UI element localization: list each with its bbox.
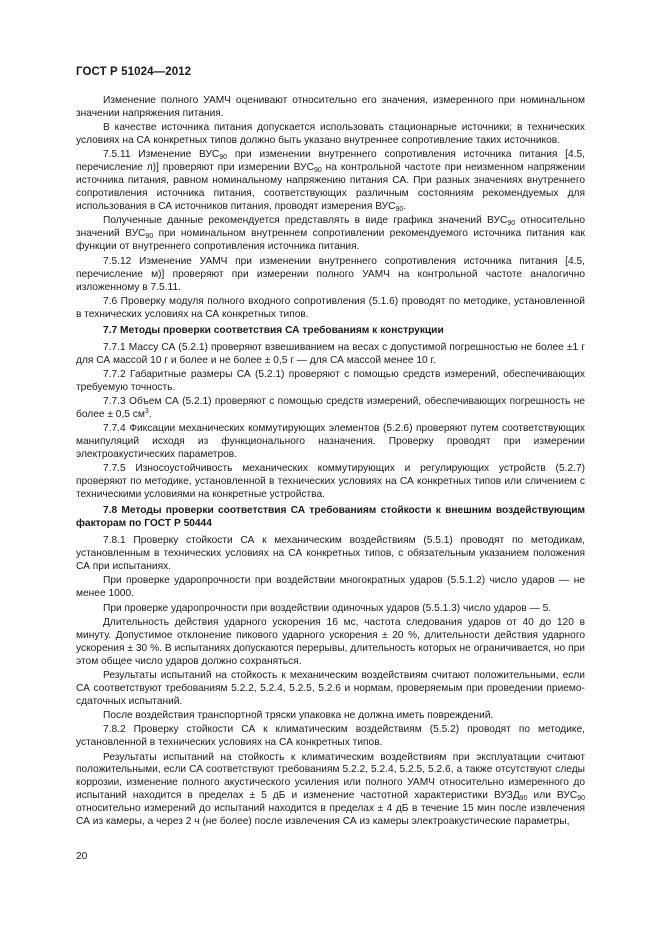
clause-7-7-4: 7.7.4 Фиксации механических коммутирующих элементов (5.2.6) проверяют путем соответствующих манипуляций исходя из функционального назначения. Проверку проводят при измерении электроакустических параметров. xyxy=(76,423,585,461)
clause-7-6: 7.6 Проверку модуля полного входного сопротивления (5.1.6) проводят по методике, установленной в технических условиях на СА конкретных типов. xyxy=(76,295,585,320)
standard-header: ГОСТ Р 51024—2012 xyxy=(76,66,192,78)
clause-7-7-3: 7.7.3 Объем СА (5.2.1) проверяют с помощью средств измерений, обеспечивающих погрешность не более ± 0,5 $см^3$. xyxy=(76,396,585,420)
paragraph: В качестве источника питания допускается использовать стационарные источники; в технических условиях на СА конкретных типов должно быть указано внутреннее сопротивление таких источников. xyxy=(76,122,585,147)
page-number: 20 xyxy=(76,851,88,862)
paragraph: Полученные данные рекомендуется представлять в виде графика значений $ВУС_{90}$ относительно значений $ВУС_{90}$ при номинальном внутреннем сопротивлении рекомендуемого источника питания как функции от внутреннего сопротивления источника питания. xyxy=(76,215,586,253)
paragraph: Результаты испытаний на стойкость к механическим воздействиям считают положительными, если СА соответствуют требованиям 5.2.2, 5.2.4, 5.2.5, 5.2.6 и нормам, проверяемым при проведении приемо-сдаточных испытаний. xyxy=(76,669,585,707)
document-body xyxy=(76,95,585,831)
section-heading-7-8: 7.8 Методы проверки соответствия СА требованиям стойкости к внешним воздействующим факторам по ГОСТ Р 50444 xyxy=(76,505,585,530)
clause-7-8-2: 7.8.2 Проверку стойкости СА к климатическим воздействиям (5.5.2) проводят по методике, установленной в технических условиях на СА конкретных типов. xyxy=(76,724,585,749)
paragraph: При проверке ударопрочности при воздействии многократных ударов (5.5.1.2) число ударов — не менее 1000. xyxy=(76,575,585,600)
clause-7-8-1: 7.8.1 Проверку стойкости СА к механическим воздействиям (5.5.1) проводят по методикам, установленным в технических условиях на СА конкретных типов, с обязательным указанием положения СА при испытаниях. xyxy=(76,535,585,573)
paragraph: Результаты испытаний на стойкость к климатическим воздействиям при эксплуатации считают положительными, если СА соответствуют требованиям 5.2.2, 5.2.4, 5.2.5, 5.2.6, а также отсутствуют следы коррозии, изменение полного акустического усиления или полного УАМЧ относительно измеренного до испытаний находится в пределах ± 5 дБ и изменение частотной характеристики $ВУЗД_{90}$ или $ВУС_{90}$ относительно измерений до испытаний находится в пределах ± 4 дБ в течение 15 мин после извлечения СА из камеры, а через 2 ч (не более) после извлечения СА из камеры электроакустические параметры, xyxy=(76,751,585,828)
clause-7-7-5: 7.7.5 Износоустойчивость механических коммутирующих и регулирующих устройств (5.2.7) проверяют по методике, установленной в технических условиях на СА конкретных типов или сличением с техническими условиями на конкретные устройства. xyxy=(76,463,585,501)
paragraph: После воздействия транспортной тряски упаковка не должна иметь повреждений. xyxy=(103,710,494,722)
clause-7-7-1: 7.7.1 Массу СА (5.2.1) проверяют взвешиванием на весах с допустимой погрешностью не более ±1 г для СА массой 10 г и более и не более ± 0,5 г — для СА массой менее 10 г. xyxy=(76,341,585,366)
section-heading-7-7: 7.7 Методы проверки соответствия СА требованиям к конструкции xyxy=(103,324,444,336)
paragraph: При проверке ударопрочности при воздействии одиночных ударов (5.5.1.3) число ударов — 5. xyxy=(103,602,552,614)
paragraph: Длительность действия ударного ускорения 16 мс, частота следования ударов от 40 до 120 в минуту. Допустимое отклонение пикового ударного ускорения ± 20 %, длительности действия ударного ускорения ± 30 %. В испытаниях допускаются перерывы, длительность которых не ограничивается, но при этом общее число ударов должно сохраняться. xyxy=(76,616,585,667)
paragraph: Изменение полного УАМЧ оценивают относительно его значения, измеренного при номинальном значении напряжения питания. xyxy=(76,95,585,119)
clause-7-5-11: 7.5.11 Изменение $ВУС_{90}$ при изменении внутреннего сопротивления источника питания [4.5, перечисление л)] проверяют при измерении $ВУС_{90}$ на контрольной частоте при неизменном напряжении источника питания, равном номинальному напряжению питания СА. При разных значениях внутреннего сопротивления источника питания, соответствующих различным состояниям рекомендуемых для использования в СА источников питания, проводят измерения $ВУС_{90}$. xyxy=(76,149,586,214)
clause-7-7-2: 7.7.2 Габаритные размеры СА (5.2.1) проверяют с помощью средств измерений, обеспечивающих требуемую точность. xyxy=(76,368,585,393)
clause-7-5-12: 7.5.12 Изменение УАМЧ при изменении внутреннего сопротивления источника питания [4.5, перечисление м)] проверяют при измерении полного УАМЧ на контрольной частоте аналогично изложенному в 7.5.11. xyxy=(76,255,585,293)
